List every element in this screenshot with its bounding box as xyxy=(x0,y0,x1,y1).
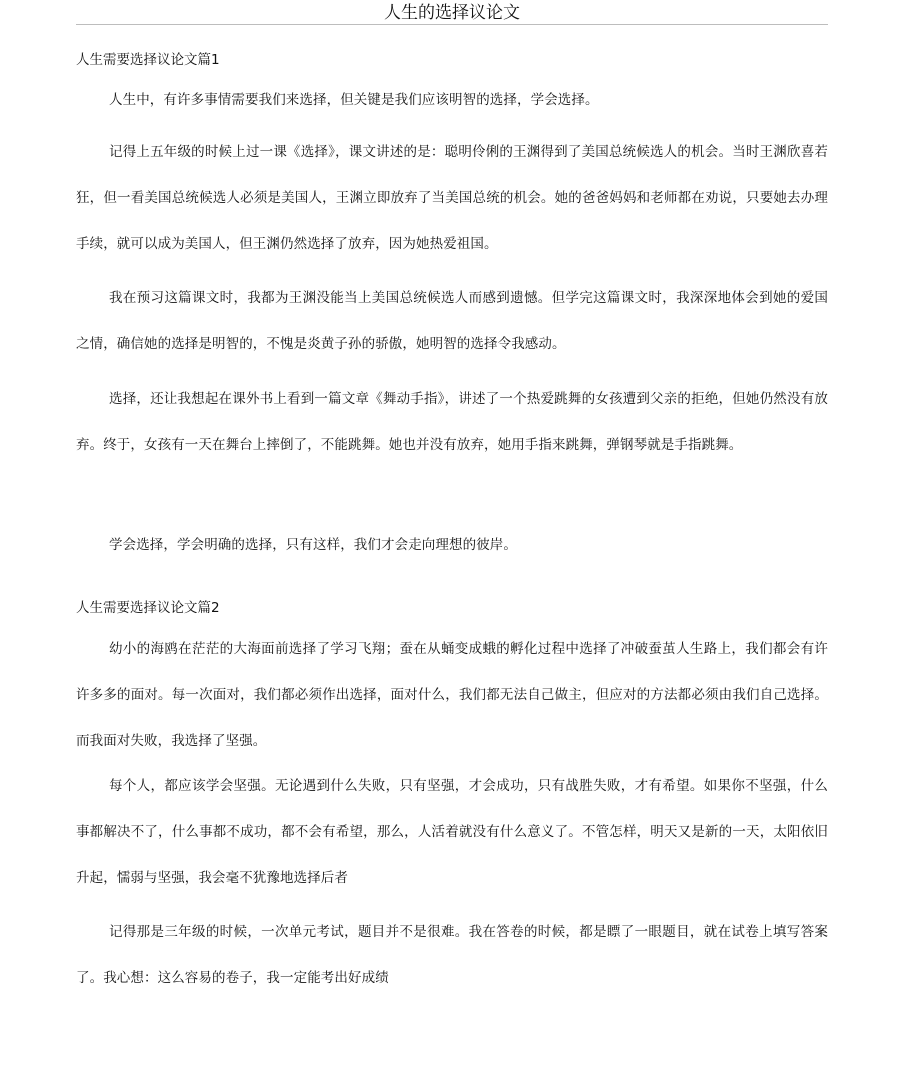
paragraph: 每个人，都应该学会坚强。无论遇到什么失败，只有坚强，才会成功，只有战胜失败，才有希望。如果你不坚强，什么事都解决不了，什么事都不成功，都不会有希望，那么，人活着就没有什么意义了。不管怎样，明天又是新的一天，太阳依旧升起，懦弱与坚强，我会毫不犹豫地选择后者 xyxy=(76,778,828,886)
paragraph: 学会选择，学会明确的选择，只有这样，我们才会走向理想的彼岸。 xyxy=(109,537,517,553)
paragraph: 幼小的海鸥在茫茫的大海面前选择了学习飞翔；蚕在从蛹变成蛾的孵化过程中选择了冲破蚕茧人生路上，我们都会有许许多多的面对。每一次面对，我们都必须作出选择，面对什么，我们都无法自己做主，但应对的方法都必须由我们自己选择。而我面对失败，我选择了坚强。 xyxy=(76,641,828,749)
section-heading-2: 人生需要选择议论文篇2 xyxy=(76,600,220,616)
paragraph: 记得上五年级的时候上过一课《选择》，课文讲述的是：聪明伶俐的王渊得到了美国总统候选人的机会。当时王渊欣喜若狂，但一看美国总统候选人必须是美国人，王渊立即放弃了当美国总统的机会。她的爸爸妈妈和老师都在劝说，只要她去办理手续，就可以成为美国人，但王渊仍然选择了放弃，因为她热爱祖国。 xyxy=(76,144,828,252)
document-title: 人生的选择议论文 xyxy=(76,0,828,25)
paragraph: 人生中，有许多事情需要我们来选择，但关键是我们应该明智的选择，学会选择。 xyxy=(109,92,599,108)
paragraph: 选择，还让我想起在课外书上看到一篇文章《舞动手指》，讲述了一个热爱跳舞的女孩遭到父亲的拒绝，但她仍然没有放弃。终于，女孩有一天在舞台上摔倒了，不能跳舞。她也并没有放弃，她用手指来跳舞，弹钢琴就是手指跳舞。 xyxy=(76,391,828,453)
section-heading-1: 人生需要选择议论文篇1 xyxy=(76,52,220,68)
paragraph: 记得那是三年级的时候，一次单元考试，题目并不是很难。我在答卷的时候，都是瞟了一眼题目，就在试卷上填写答案了。我心想：这么容易的卷子，我一定能考出好成绩 xyxy=(76,924,828,986)
paragraph: 我在预习这篇课文时，我都为王渊没能当上美国总统候选人而感到遗憾。但学完这篇课文时，我深深地体会到她的爱国之情，确信她的选择是明智的，不愧是炎黄子孙的骄傲，她明智的选择令我感动。 xyxy=(76,290,828,352)
document-page xyxy=(76,0,828,986)
